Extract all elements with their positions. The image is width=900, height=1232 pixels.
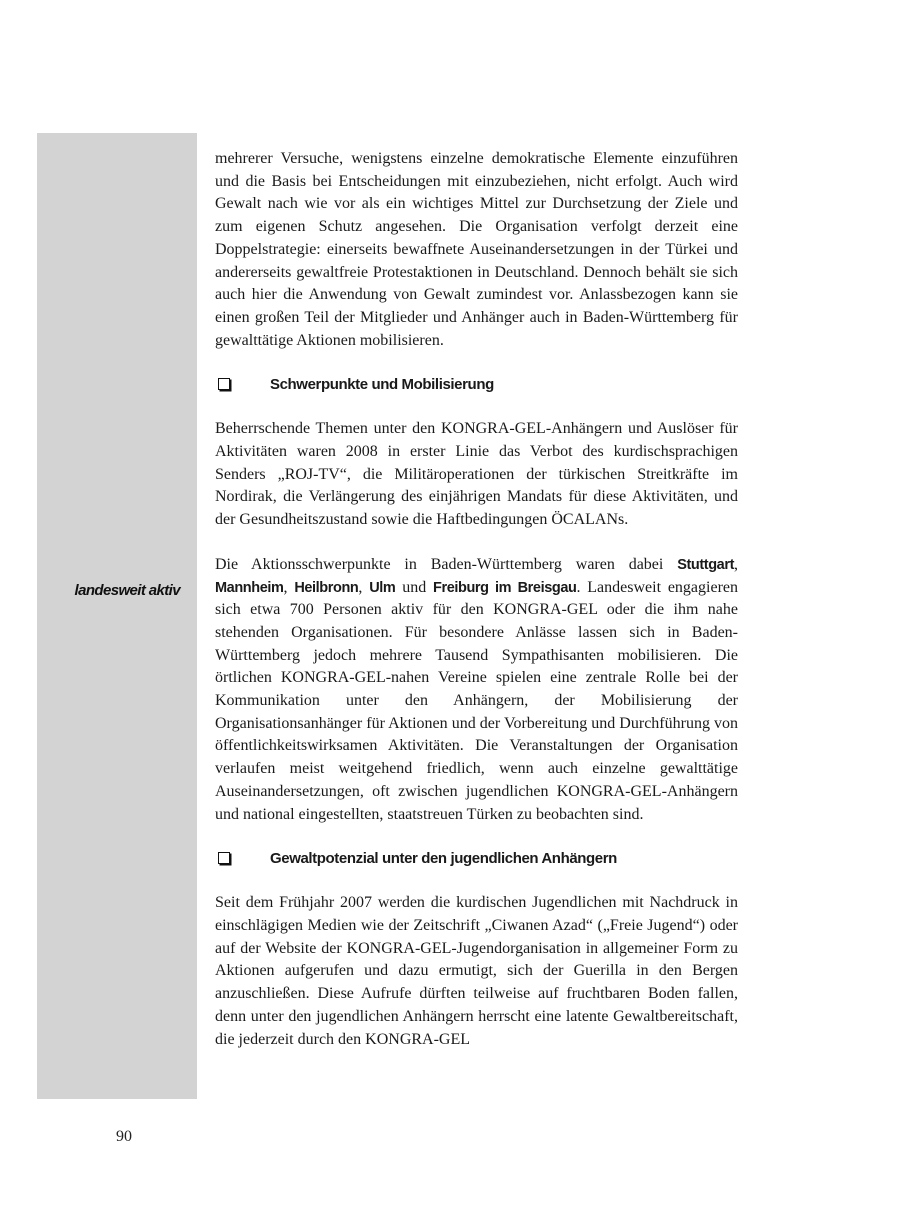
body-text — [215, 148, 738, 1051]
text-run: und — [395, 578, 434, 596]
text-run: Die Aktionsschwerpunkte in Baden-Württemberg waren dabei — [215, 555, 678, 573]
text-run: . Landesweit engagieren sich etwa 700 Personen aktiv für den KONGRA-GEL oder die ihm nahe stehenden Organisationen. Für besondere Anlässe lassen sich in Baden-Württemberg jedoch mehrere Tausend Sympathisanten mobilisieren. Die örtlichen KONGRA-GEL-nahen Vereine spielen eine zentrale Rolle bei der Kommunikation unter den Anhängern, der Mobilisierung der Organisationsanhänger für Aktionen und der Vorbereitung und Durchführung von öffentlichkeitswirksamen Aktivitäten. Die Veranstaltungen der Organisation verlaufen meist weitgehend friedlich, wenn auch einzelne gewalttätige Auseinandersetzungen, oft zwischen jugendlichen KONGRA-GEL-Anhängern und national eingestellten, staatstreuen Türken zu beobachten sind. — [215, 578, 739, 823]
city-stuttgart: Stuttgart — [677, 556, 734, 573]
page-number: 90 — [116, 1128, 132, 1145]
section-heading-schwerpunkte — [215, 372, 738, 396]
text-run: , — [734, 555, 738, 573]
city-mannheim: Mannheim — [215, 579, 284, 596]
margin-sidebar — [37, 133, 197, 1099]
text-run: , — [283, 578, 295, 596]
paragraph-themes: Beherrschende Themen unter den KONGRA-GEL-Anhängern und Auslöser für Aktivitäten waren 2008 in erster Linie das Verbot des kurdischsprachigen Senders „ROJ-TV“, die Militäroperationen der türkischen Streitkräfte im Nordirak, die Verlängerung des einjährigen Mandats für diese Aktivitäten, und der Gesundheitszustand sowie die Haftbedingungen ÖCALANs. — [215, 420, 738, 529]
paragraph-organisation-strategy: mehrerer Versuche, wenigstens einzelne demokratische Elemente einzuführen und die Basis bei Entscheidungen mit einzubeziehen, nicht erfolgt. Auch wird Gewalt nach wie vor als ein wichtiges Mittel zur Durchsetzung der Ziele und zum eigenen Schutz angesehen. Die Organisation verfolgt derzeit eine Doppelstrategie: einerseits bewaffnete Auseinandersetzungen in der Türkei und andererseits gewaltfreie Protestaktionen in Deutschland. Dennoch behält sie sich auch hier die Anwendung von Gewalt zumindest vor. Anlassbezogen kann sie einen großen Teil der Mitglieder und Anhänger auch in Baden-Württemberg für gewalttätige Aktionen mobilisieren. — [215, 150, 738, 349]
checkbox-bullet-icon — [218, 378, 230, 390]
text-run: , — [358, 578, 370, 596]
checkbox-bullet-icon — [218, 852, 230, 864]
city-freiburg: Freiburg im Breisgau — [433, 579, 577, 596]
section-heading-gewaltpotenzial — [215, 846, 738, 870]
paragraph-action-focus — [215, 554, 738, 826]
paragraph-youth-violence: Seit dem Frühjahr 2007 werden die kurdischen Jugendlichen mit Nachdruck in einschlägigen Medien wie der Zeitschrift „Ciwanen Azad“ („Freie Jugend“) oder auf der Website der KONGRA-GEL-Jugendorganisation in allgemeiner Form zu Aktionen aufgerufen und dazu ermutigt, sich der Guerilla in den Bergen anzuschließen. Diese Aufrufe dürften teilweise auf fruchtbaren Boden fallen, denn unter den jugendlichen Anhängern herrscht eine latente Gewaltbereitschaft, die jederzeit durch den KONGRA-GEL — [215, 894, 738, 1048]
city-ulm: Ulm — [369, 579, 396, 596]
margin-note: landesweit aktiv — [74, 582, 180, 599]
section-heading-text: Gewaltpotenzial unter den jugendlichen Anhängern — [270, 849, 617, 867]
section-heading-text: Schwerpunkte und Mobilisierung — [270, 375, 494, 393]
city-heilbronn: Heilbronn — [294, 579, 359, 596]
